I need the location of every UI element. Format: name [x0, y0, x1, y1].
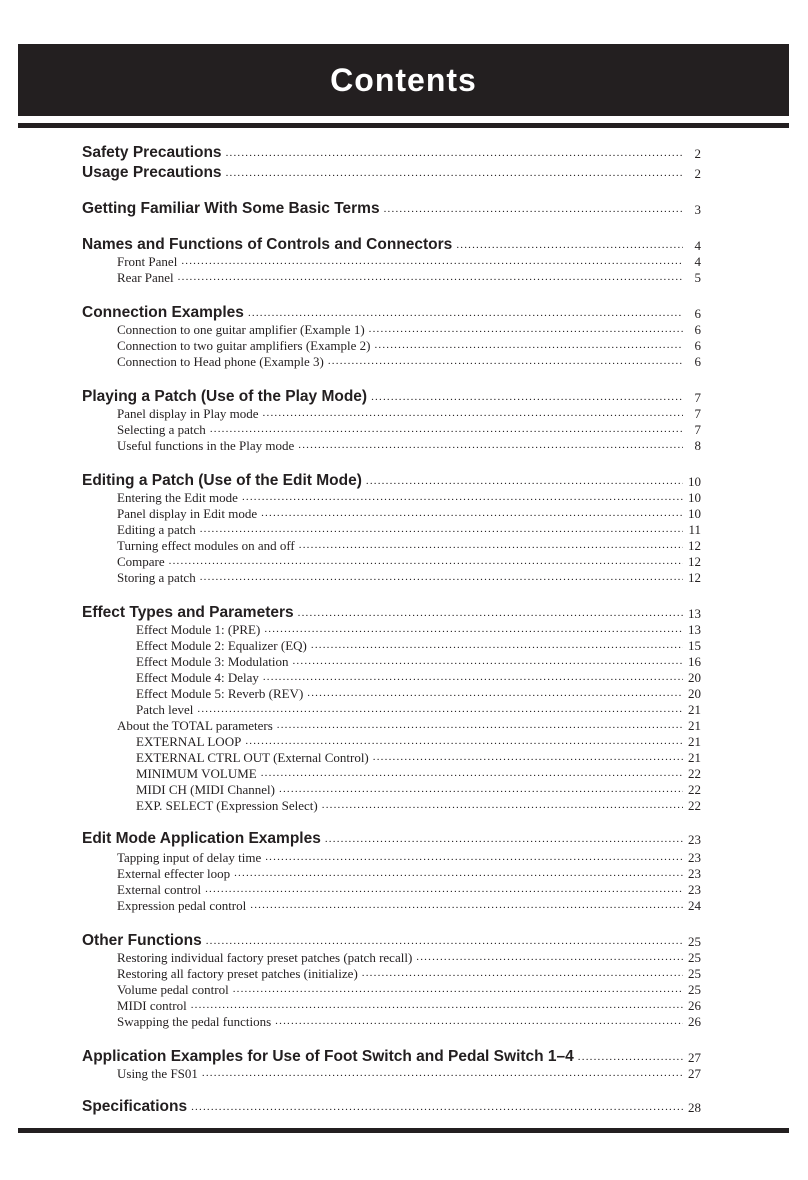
toc-label: Storing a patch [117, 570, 196, 585]
dot-leader [374, 340, 683, 351]
toc-label: MIDI control [117, 998, 187, 1013]
page-title: Contents [330, 61, 477, 98]
toc-page-number: 6 [694, 322, 701, 337]
toc-label: Useful functions in the Play mode [117, 438, 295, 453]
dot-leader [373, 752, 683, 763]
toc-section[interactable] [82, 302, 701, 322]
dot-leader [416, 952, 683, 963]
toc-page-number: 12 [688, 570, 701, 585]
dot-leader [328, 356, 683, 367]
toc-page-number: 7 [694, 422, 701, 437]
dot-leader [226, 148, 683, 159]
dot-leader [292, 656, 683, 667]
toc-label: EXTERNAL LOOP [136, 734, 242, 749]
toc-label: Other Functions [82, 932, 202, 949]
toc-entry[interactable] [117, 866, 701, 882]
toc-section[interactable] [82, 470, 701, 490]
dot-leader [202, 1068, 683, 1079]
toc-page-number: 28 [688, 1100, 701, 1115]
toc-entry[interactable] [136, 702, 701, 718]
toc-page-number: 25 [688, 950, 701, 965]
toc-page-number: 13 [688, 606, 701, 621]
toc-entry[interactable] [117, 438, 701, 454]
toc-entry[interactable] [117, 1014, 701, 1030]
toc-page-number: 2 [694, 146, 701, 161]
toc-label: Panel display in Edit mode [117, 506, 258, 521]
toc-entry[interactable] [117, 882, 701, 898]
toc-entry[interactable] [117, 1066, 701, 1082]
toc-entry[interactable] [117, 406, 701, 422]
toc-entry[interactable] [117, 718, 701, 734]
toc-label: Patch level [136, 702, 194, 717]
toc-section[interactable] [82, 142, 701, 162]
toc-entry[interactable] [117, 322, 701, 338]
toc-label: Specifications [82, 1098, 188, 1115]
dot-leader [362, 968, 683, 979]
toc-page-number: 10 [688, 506, 701, 521]
dot-leader [277, 720, 683, 731]
toc-entry[interactable] [117, 950, 701, 966]
footer-rule [18, 1128, 789, 1133]
dot-leader [366, 476, 683, 487]
toc-page-number: 26 [688, 998, 701, 1013]
toc-page-number: 7 [694, 390, 701, 405]
toc-page-number: 23 [688, 866, 701, 881]
toc-page-number: 22 [688, 766, 701, 781]
toc-label: Effect Module 1: (PRE) [136, 622, 261, 637]
toc-label: Volume pedal control [117, 982, 229, 997]
toc-entry[interactable] [136, 622, 701, 638]
toc-entry[interactable] [136, 766, 701, 782]
toc-section[interactable] [82, 602, 701, 622]
toc-label: Edit Mode Application Examples [82, 830, 321, 847]
toc-section[interactable] [82, 234, 701, 254]
dot-leader [371, 392, 683, 403]
dot-leader [242, 492, 683, 503]
toc-entry[interactable] [117, 982, 701, 998]
toc-label: Entering the Edit mode [117, 490, 238, 505]
toc-label: Playing a Patch (Use of the Play Mode) [82, 388, 368, 405]
toc-label: Compare [117, 554, 165, 569]
toc-label: About the TOTAL parameters [117, 718, 273, 733]
toc-label: Rear Panel [117, 270, 174, 285]
toc-page-number: 22 [688, 782, 701, 797]
toc-label: Connection to Head phone (Example 3) [117, 354, 324, 369]
dot-leader [245, 736, 683, 747]
toc-label: Panel display in Play mode [117, 406, 259, 421]
toc-entry[interactable] [136, 638, 701, 654]
toc-page-number: 13 [688, 622, 701, 637]
toc-entry[interactable] [117, 898, 701, 914]
toc-page-number: 6 [694, 306, 701, 321]
toc-entry[interactable] [117, 850, 701, 866]
toc-label: Turning effect modules on and off [117, 538, 295, 553]
toc-label: MIDI CH (MIDI Channel) [136, 782, 276, 797]
toc-page-number: 23 [688, 882, 701, 897]
toc-page-number: 8 [694, 438, 701, 453]
dot-leader [200, 572, 683, 583]
toc-page-number: 21 [688, 718, 701, 733]
toc-page-number: 5 [694, 270, 701, 285]
toc-page-number: 21 [688, 734, 701, 749]
toc-entry[interactable] [136, 798, 701, 814]
toc-page-number: 12 [688, 538, 701, 553]
toc-page-number: 4 [694, 238, 701, 253]
dot-leader [263, 672, 683, 683]
toc-page-number: 21 [688, 750, 701, 765]
toc-entry[interactable] [117, 570, 701, 586]
toc-section[interactable] [82, 386, 701, 406]
toc-page-number: 3 [694, 202, 701, 217]
toc-page-number: 11 [688, 522, 701, 537]
dot-leader [169, 556, 683, 567]
toc-entry[interactable] [136, 686, 701, 702]
toc-label: External control [117, 882, 202, 897]
dot-leader [298, 440, 683, 451]
toc-page-number: 15 [688, 638, 701, 653]
dot-leader [298, 608, 683, 619]
toc-label: Application Examples for Use of Foot Switch and Pedal Switch 1–4 [82, 1048, 574, 1065]
toc-entry[interactable] [136, 782, 701, 798]
toc-page-number: 7 [694, 406, 701, 421]
toc-label: Editing a patch [117, 522, 196, 537]
dot-leader [226, 168, 683, 179]
toc-entry[interactable] [117, 998, 701, 1014]
dot-leader [384, 204, 683, 215]
toc-section[interactable] [82, 162, 701, 182]
toc-entry[interactable] [117, 490, 701, 506]
toc-label: MINIMUM VOLUME [136, 766, 257, 781]
toc-entry[interactable] [117, 538, 701, 554]
toc-label: Connection to one guitar amplifier (Example 1) [117, 322, 365, 337]
toc-entry[interactable] [136, 750, 701, 766]
dot-leader [206, 936, 683, 947]
toc-label: Editing a Patch (Use of the Edit Mode) [82, 472, 362, 489]
dot-leader [263, 408, 683, 419]
dot-leader [261, 768, 683, 779]
dot-leader [299, 540, 683, 551]
toc-label: External effecter loop [117, 866, 231, 881]
dot-leader [250, 900, 683, 911]
toc-label: Effect Module 2: Equalizer (EQ) [136, 638, 307, 653]
toc-page-number: 6 [694, 354, 701, 369]
toc-page-number: 27 [688, 1050, 701, 1065]
toc-page-number: 27 [688, 1066, 701, 1081]
dot-leader [234, 868, 683, 879]
toc-entry[interactable] [117, 422, 701, 438]
toc-label: Connection to two guitar amplifiers (Example 2) [117, 338, 371, 353]
toc-label: Restoring all factory preset patches (initialize) [117, 966, 358, 981]
toc-page-number: 24 [688, 898, 701, 913]
toc-entry[interactable] [117, 354, 701, 370]
toc-label: Front Panel [117, 254, 178, 269]
toc-label: Tapping input of delay time [117, 850, 262, 865]
toc-page-number: 20 [688, 686, 701, 701]
toc-page-number: 6 [694, 338, 701, 353]
toc-section[interactable] [82, 828, 701, 848]
toc-page-number: 25 [688, 934, 701, 949]
dot-leader [205, 884, 683, 895]
dot-leader [233, 984, 683, 995]
dot-leader [369, 324, 683, 335]
dot-leader [178, 272, 683, 283]
toc-page-number: 4 [694, 254, 701, 269]
dot-leader [311, 640, 683, 651]
toc-section[interactable] [82, 1046, 701, 1066]
toc-page-number: 16 [688, 654, 701, 669]
toc-label: Swapping the pedal functions [117, 1014, 272, 1029]
toc-page-number: 22 [688, 798, 701, 813]
toc-label: Usage Precautions [82, 164, 222, 181]
dot-leader [275, 1016, 683, 1027]
dot-leader [578, 1052, 683, 1063]
toc-page-number: 2 [694, 166, 701, 181]
dot-leader [197, 704, 683, 715]
dot-leader [210, 424, 683, 435]
toc-label: Using the FS01 [117, 1066, 198, 1081]
toc-page-number: 10 [688, 490, 701, 505]
dot-leader [264, 624, 683, 635]
toc-entry[interactable] [117, 254, 701, 270]
toc-entry[interactable] [117, 506, 701, 522]
toc-label: Effect Module 4: Delay [136, 670, 259, 685]
toc-page-number: 10 [688, 474, 701, 489]
dot-leader [279, 784, 683, 795]
dot-leader [248, 308, 683, 319]
toc-page-number: 12 [688, 554, 701, 569]
toc-page-number: 26 [688, 1014, 701, 1029]
toc-label: Restoring individual factory preset patches (patch recall) [117, 950, 413, 965]
toc-entry[interactable] [136, 670, 701, 686]
toc-label: Effect Module 3: Modulation [136, 654, 289, 669]
dot-leader [181, 256, 683, 267]
toc-entry[interactable] [117, 338, 701, 354]
dot-leader [325, 834, 683, 845]
toc-section[interactable] [82, 930, 701, 950]
dot-leader [322, 800, 683, 811]
toc-page-number: 23 [688, 832, 701, 847]
toc-page-number: 25 [688, 982, 701, 997]
dot-leader [191, 1000, 683, 1011]
dot-leader [191, 1102, 683, 1113]
dot-leader [261, 508, 683, 519]
toc-page-number: 20 [688, 670, 701, 685]
toc-page-number: 25 [688, 966, 701, 981]
toc-entry[interactable] [136, 654, 701, 670]
dot-leader [200, 524, 683, 535]
toc-entry[interactable] [117, 522, 701, 538]
toc-entry[interactable] [136, 734, 701, 750]
dot-leader [456, 240, 683, 251]
toc-entry[interactable] [117, 966, 701, 982]
toc-label: Names and Functions of Controls and Connectors [82, 236, 453, 253]
toc-entry[interactable] [117, 270, 701, 286]
dot-leader [265, 852, 683, 863]
toc-section[interactable] [82, 1096, 701, 1116]
toc-label: EXP. SELECT (Expression Select) [136, 798, 318, 813]
dot-leader [307, 688, 683, 699]
toc-label: Connection Examples [82, 304, 244, 321]
toc-label: Getting Familiar With Some Basic Terms [82, 200, 380, 217]
toc-section[interactable] [82, 198, 701, 218]
toc-page-number: 21 [688, 702, 701, 717]
toc-label: Safety Precautions [82, 144, 222, 161]
toc-label: Selecting a patch [117, 422, 206, 437]
toc-label: Effect Module 5: Reverb (REV) [136, 686, 304, 701]
toc-label: EXTERNAL CTRL OUT (External Control) [136, 750, 369, 765]
toc-label: Effect Types and Parameters [82, 604, 294, 621]
toc-label: Expression pedal control [117, 898, 247, 913]
toc-entry[interactable] [117, 554, 701, 570]
toc-page-number: 23 [688, 850, 701, 865]
